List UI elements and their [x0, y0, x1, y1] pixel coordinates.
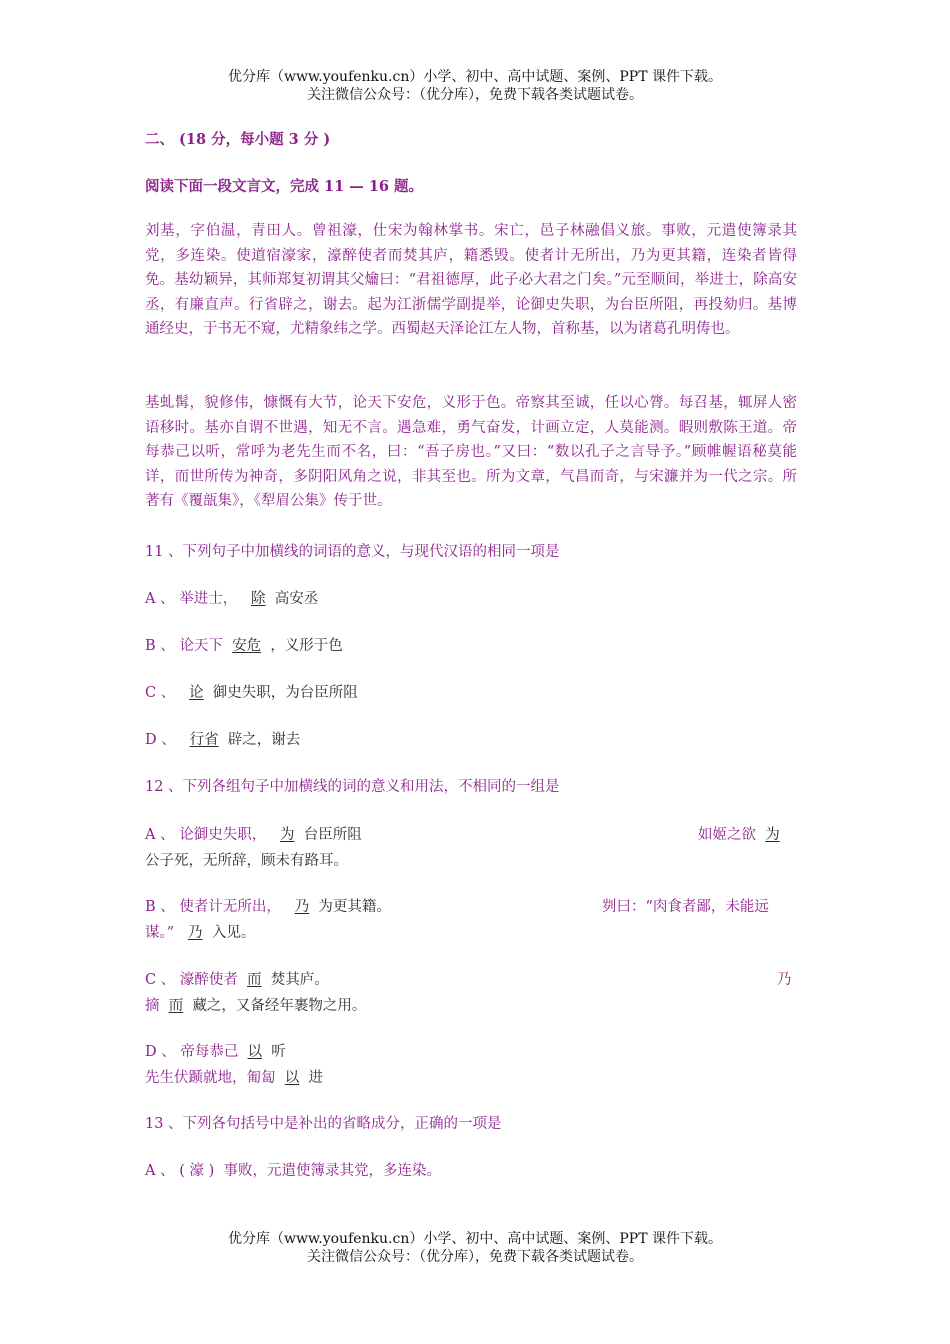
option-label: A 、	[145, 827, 175, 843]
q12-option-d-line2	[145, 1066, 323, 1087]
passage-paragraph-2	[145, 391, 797, 514]
question-11-stem: 11 、下列句子中加横线的词语的意义，与现代汉语的相同一项是	[145, 544, 560, 560]
option-text: 进	[308, 1070, 323, 1086]
option-label: C 、	[145, 685, 176, 701]
option-text: 论天下	[179, 638, 223, 654]
option-label: D 、	[145, 732, 176, 748]
page-footer	[0, 1230, 950, 1266]
underlined-word: 而	[247, 972, 262, 988]
option-label: A 、	[145, 591, 175, 607]
page-header	[0, 68, 950, 104]
option-text: 御史失职，为台臣所阻	[212, 685, 358, 701]
underlined-word: 乃	[294, 899, 310, 915]
passage-text: 刘基，字伯温，青田人。曾祖濠，仕宋为翰林掌书。宋亡，邑子林融倡义旅。事败，元遣使簿录其党，多连染。使道宿濠家，濠醉使者而焚其庐，籍悉毁。使者计无所出，乃为更其籍，连染者皆得免。基幼颖异，其师郑复初谓其父爚曰：“君祖德厚，此子必大君之门矣。”元至顺间，举进士，除高安丞，有廉直声。行省辟之，谢去。起为江浙儒学副提举，论御史失职，为台臣所阻，再投劾归。基博通经史，于书无不窥，尤精象纬之学。西蜀赵天泽论江左人物，首称基，以为诸葛孔明俦也。	[145, 223, 797, 337]
option-text: 举进士，	[179, 591, 238, 607]
option-label: C 、	[145, 972, 176, 988]
q12-option-d	[145, 1040, 286, 1061]
option-text: 事败，元遣使簿录其党，多连染。	[223, 1163, 441, 1179]
question-13-stem: 13 、下列各句括号中是补出的省略成分，正确的一项是	[145, 1116, 502, 1132]
option-label: B 、	[145, 638, 175, 654]
passage-paragraph-1	[145, 219, 797, 342]
q12-option-a-right	[698, 823, 780, 844]
option-text: 如姬之欲	[698, 827, 756, 843]
option-label: D 、	[145, 1044, 176, 1060]
q11-option-b	[145, 634, 343, 655]
underlined-word: 为	[765, 827, 780, 843]
option-text: 摘	[145, 998, 160, 1014]
option-text: 台臣所阻	[303, 827, 362, 843]
option-label: A 、	[145, 1163, 175, 1179]
option-text: 辟之，谢去	[227, 732, 301, 748]
option-text: 帝每恭己	[180, 1044, 239, 1060]
q13-option-a	[145, 1159, 441, 1180]
underlined-word: 乃	[188, 925, 203, 941]
option-text: 焚其庐。	[270, 972, 329, 988]
q12-option-b	[145, 895, 391, 916]
q12-option-c	[145, 968, 329, 989]
passage-text: 基虬髯，貌修伟，慷慨有大节，论天下安危，义形于色。帝察其至诚，任以心膂。每召基，辄屏人密语移时。基亦自谓不世遇，知无不言。遇急难，勇气奋发，计画立定，人莫能测。暇则敷陈王道。帝每恭己以听，常呼为老先生而不名，曰：“吾子房也。”又曰：“数以孔子之言导予。”顾帷幄语秘莫能详，而世所传为神奇，多阴阳风角之说，非其至也。所为文章，气昌而奇，与宋濂并为一代之宗。所著有《覆瓿集》，《犁眉公集》传于世。	[145, 395, 797, 509]
underlined-word: 安危	[232, 638, 262, 654]
option-text: 论御史失职，	[179, 827, 267, 843]
option-text: 入见。	[211, 925, 256, 941]
option-text: 为更其籍。	[318, 899, 391, 915]
footer-line-1: 优分库（www.youfenku.cn）小学、初中、高中试题、案例、PPT 课件下载。	[227, 1231, 722, 1247]
section-instruction: 阅读下面一段文言文，完成 11 — 16 题。	[145, 178, 424, 195]
underlined-word: 行省	[189, 732, 219, 748]
header-line-1: 优分库（www.youfenku.cn）小学、初中、高中试题、案例、PPT 课件下载。	[227, 69, 722, 85]
underlined-word: 以	[284, 1070, 300, 1086]
q11-option-a	[145, 587, 318, 608]
underlined-word: 以	[247, 1044, 263, 1060]
q12-option-a	[145, 823, 362, 844]
q11-option-c	[145, 681, 358, 702]
underlined-word: 除	[251, 591, 266, 607]
q12-option-b-right: 刿曰：“肉食者鄙，未能远	[602, 899, 769, 915]
q12-option-c-right: 乃	[777, 972, 792, 988]
q12-option-a-line2: 公子死，无所辞，顾未有路耳。	[145, 853, 348, 869]
option-text: 先生伏踬就地，匍匐	[145, 1070, 276, 1086]
option-text: 高安丞	[274, 591, 319, 607]
q11-option-d	[145, 728, 300, 749]
option-text: 谋。”	[145, 925, 175, 941]
footer-line-2: 关注微信公众号：（优分库），免费下载各类试题试卷。	[307, 1249, 643, 1265]
option-text: 使者计无所出，	[179, 899, 281, 915]
header-line-2: 关注微信公众号：（优分库），免费下载各类试题试卷。	[307, 87, 643, 103]
option-text: ，义形于色	[270, 638, 343, 654]
underlined-word: 而	[168, 998, 184, 1014]
underlined-word: 论	[189, 685, 204, 701]
question-12-stem: 12 、下列各组句子中加横线的词的意义和用法，不相同的一组是	[145, 779, 560, 795]
option-text: 听	[271, 1044, 286, 1060]
q12-option-b-line2	[145, 921, 255, 942]
supplied-component: ( 濠 )	[179, 1163, 215, 1179]
section-title: 二、 (18 分，每小题 3 分 )	[145, 131, 331, 148]
underlined-word: 为	[280, 827, 295, 843]
option-text: 濠醉使者	[179, 972, 238, 988]
option-text: 藏之，又备经年裹物之用。	[192, 998, 367, 1014]
q12-option-c-line2	[145, 994, 366, 1015]
option-label: B 、	[145, 899, 175, 915]
